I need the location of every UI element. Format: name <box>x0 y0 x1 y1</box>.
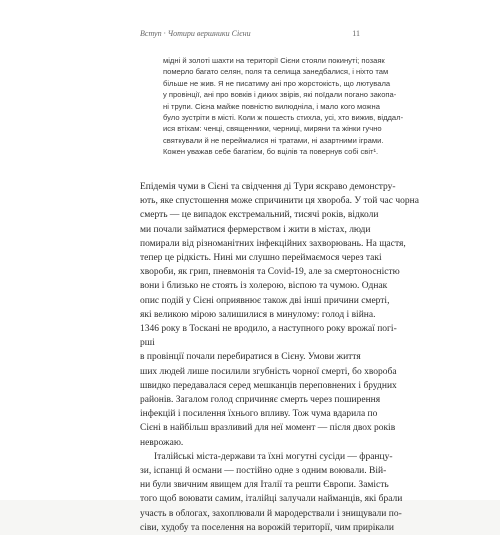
body-line: районів. Загалом голод спричиняє смерть через поширення <box>140 395 381 406</box>
body-line: сіви, худобу та поселення на ворожій території, чим прирікали <box>140 522 394 533</box>
body-line: смерть — це випадок екстремальний, тисячі років, відколи <box>140 210 379 221</box>
body-line: ших людей лише посилили згубність чорної смерті, бо хвороба <box>140 366 397 377</box>
body-line: ни були звичним явищем для Італії та решти Європи. Замість <box>140 480 389 491</box>
quote-line: було зустріти в місті. Коли ж пошесть стихла, усі, хто вижив, віддал- <box>163 113 404 123</box>
quote-line: у провінції, ані про вовків і диких звірів, які поїдали погано закопа- <box>163 90 397 100</box>
body-line: рші <box>140 338 155 349</box>
running-header <box>140 26 360 40</box>
body-line: ми почали займатися фермерством і жити в містах, люди <box>140 224 371 235</box>
body-line: Епідемія чуми в Сієні та свідчення ді Тури яскраво демонстру- <box>140 182 396 192</box>
body-line: помирали від різноманітних інфекційних захворювань. На щастя, <box>140 238 406 249</box>
body-line: неврожаю. <box>140 437 184 448</box>
body-line: швидко передавалася серед мешканців переповнених і брудних <box>140 380 397 391</box>
quote-line: святкували й не переймалися ні тратами, ні азартними іграми. <box>163 135 384 145</box>
body-line: опис подій у Сієні оприявнює також дві інші причини смерті, <box>140 295 390 306</box>
block-quote <box>163 55 404 158</box>
body-line: того щоб воювати самим, італійці залучали найманців, які брали <box>140 494 403 505</box>
body-line: які великою мірою залишилися в минулому: голод і війна. <box>140 309 376 320</box>
quote-line: Кожен уважав себе багатієм, бо вцілів та повернув собі світ¹. <box>163 147 379 157</box>
body-line: Сієні в найбільш вразливий для неї момент — після двох років <box>140 423 396 434</box>
body-line: Італійські міста-держави та їхні могутні сусіди — францу- <box>154 451 393 462</box>
quote-line: мідні й золоті шахти на території Сієни стояли покинуті; позаяк <box>163 56 385 65</box>
quote-line: більше не жив. Я не писатиму ані про жорстокість, що лютувала <box>163 78 391 88</box>
body-line: вони і близько не стоять із холерою, віспою та чумою. Однак <box>140 281 388 292</box>
body-line: хвороби, як грип, пневмонія та Covid-19, але за смертоносністю <box>140 267 400 278</box>
quote-line: померло багато селян, поля та селища занедбалися, і ніхто там <box>163 67 389 77</box>
body-line: зи, іспанці й османи — постійно одне з одним воювали. Вій- <box>140 466 387 477</box>
body-line: 1346 року в Тоскані не вродило, а наступного року врожаї погі- <box>140 324 397 335</box>
page-number: 11 <box>352 28 360 38</box>
running-title: Вступ · Чотири вершники Сієни <box>140 28 251 38</box>
body-line: інфекцій і посилення їхнього впливу. Тож чума вдарила по <box>140 409 378 420</box>
quote-line: ися втіхам: ченці, священники, черниці, миряни та жінки гучно <box>163 124 382 134</box>
body-line: тепер це рідкість. Нині ми слушно переймаємося через такі <box>140 253 382 264</box>
body-line: в провінції почали перебиратися в Сієну. Умови життя <box>140 352 361 363</box>
quote-line: ні трупи. Сієна майже повністю вилюднілa, і мало кого можна <box>163 101 380 111</box>
body-line: ють, яке спустошення може спричинити ця хвороба. У той час чорна <box>140 196 419 207</box>
body-text <box>140 180 419 535</box>
body-line: участь в облогах, захоплювали й мародерствали і знищували по- <box>140 508 402 519</box>
